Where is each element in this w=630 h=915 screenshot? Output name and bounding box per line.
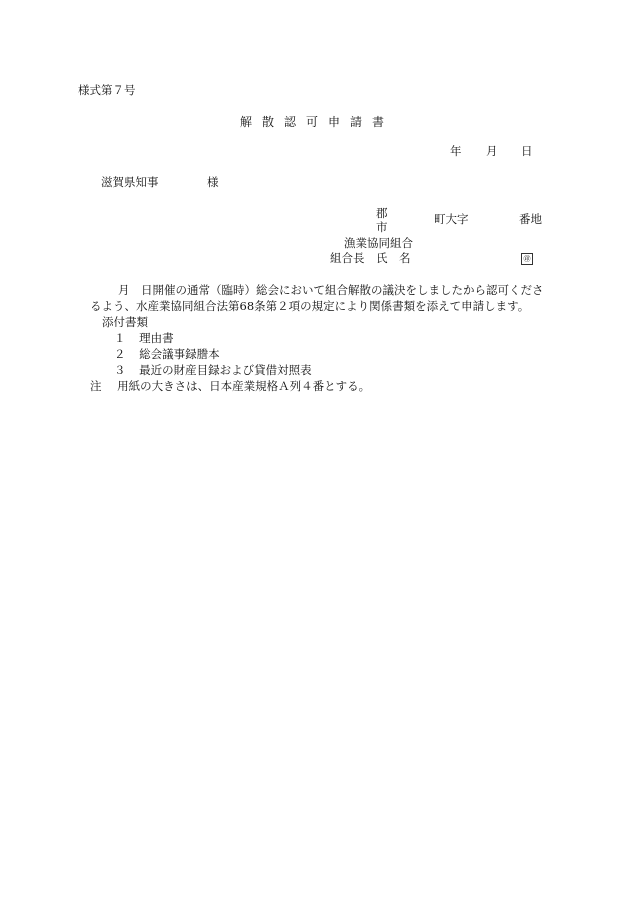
seal-mark: ㊞ <box>521 253 533 265</box>
note-label: 注 <box>90 379 102 393</box>
attachment-item <box>78 330 558 346</box>
applicant-role: 組合長 <box>330 251 365 265</box>
body-text <box>78 282 558 394</box>
document-title: 解散認可申請書 <box>240 115 395 129</box>
form-number: 様式第７号 <box>78 83 136 97</box>
attachment-text: 理由書 <box>139 331 174 345</box>
note-text: 用紙の大きさは、日本産業規格Ａ列４番とする。 <box>117 379 371 393</box>
attachment-number: ２ <box>114 347 126 361</box>
applicant-association: 漁業協同組合 <box>344 236 413 250</box>
attachments-heading: 添付書類 <box>102 315 148 329</box>
applicant-banchi: 番地 <box>519 212 542 226</box>
applicant-shi: 市 <box>376 220 388 234</box>
attachment-text: 総会議事録謄本 <box>139 347 220 361</box>
applicant-gun: 郡 <box>376 206 388 220</box>
note-line <box>78 378 558 394</box>
applicant-name-label: 氏 名 <box>376 251 411 265</box>
attachment-text: 最近の財産目録および貸借対照表 <box>139 363 312 377</box>
body-line-2: るよう、水産業協同組合法第68条第２項の規定により関係書類を添えて申請します。 <box>90 299 530 313</box>
attachment-item <box>78 346 558 362</box>
attachment-number: ３ <box>114 363 126 377</box>
applicant-town: 町大字 <box>434 212 469 226</box>
date-year: 年 <box>450 144 462 158</box>
addressee-honorific: 様 <box>207 175 219 189</box>
date-day: 日 <box>521 144 533 158</box>
attachment-number: １ <box>114 331 126 345</box>
date-month: 月 <box>486 144 498 158</box>
addressee-name: 滋賀県知事 <box>101 175 159 189</box>
attachment-item <box>78 362 558 378</box>
body-line-1: 月 日開催の通常（臨時）総会において組合解散の議決をしましたから認可くださ <box>118 283 544 297</box>
